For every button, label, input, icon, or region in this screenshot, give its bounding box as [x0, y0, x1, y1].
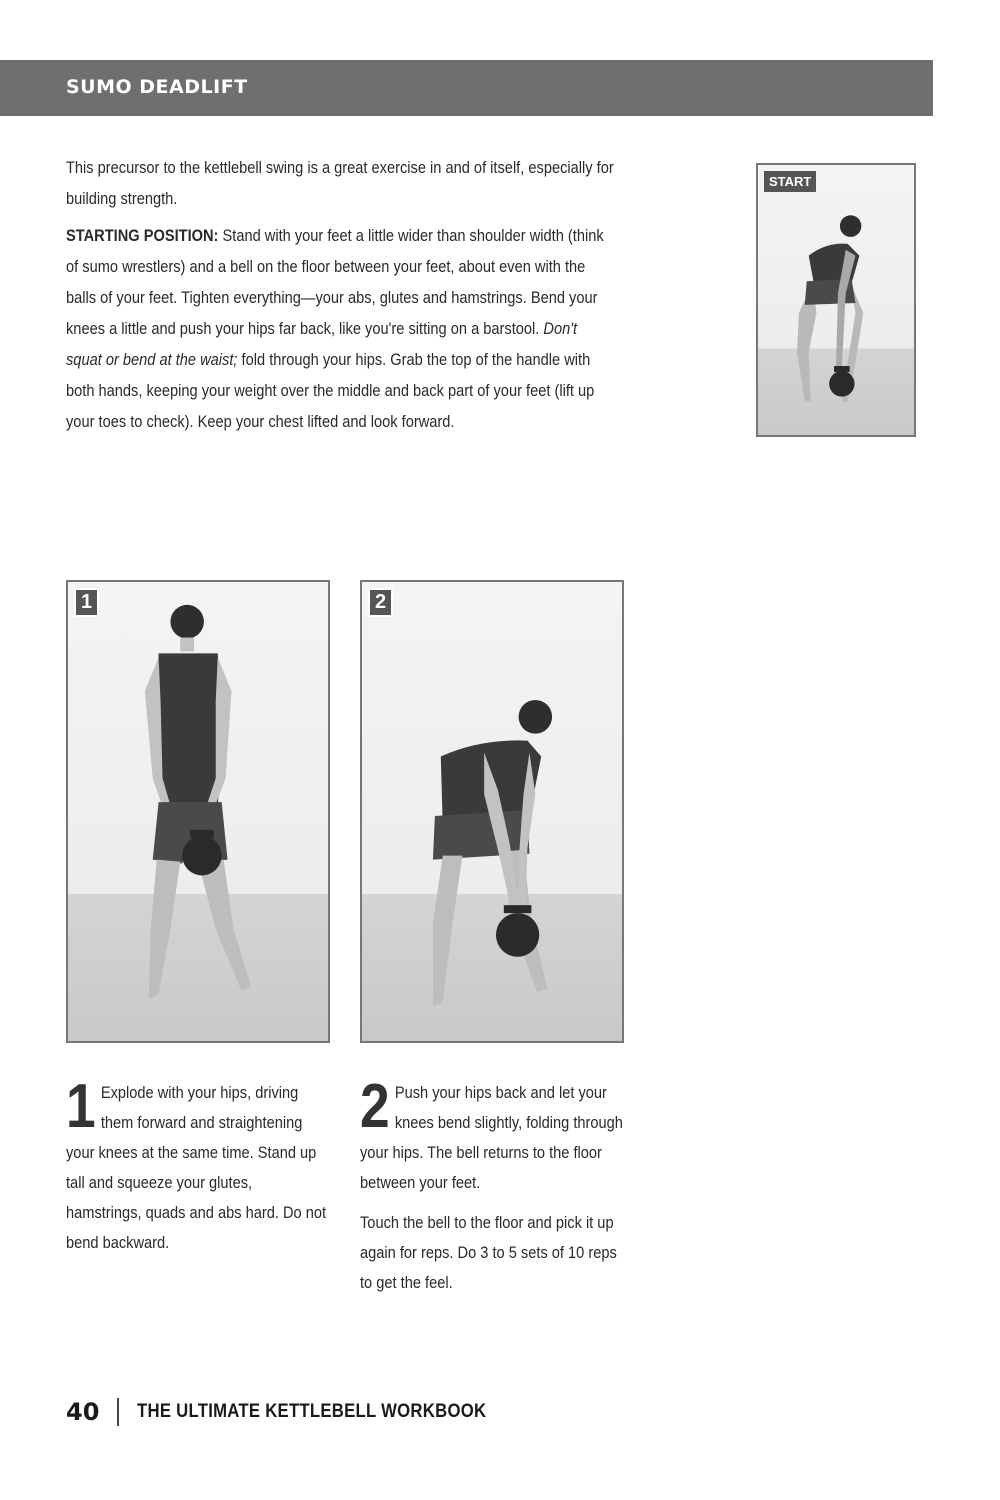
step1-instructions — [66, 1072, 331, 1268]
step2-pose-figure — [362, 582, 622, 1041]
start-pose-figure — [758, 165, 914, 435]
step2-instructions — [360, 1072, 625, 1308]
step2-photo — [360, 580, 624, 1043]
starting-position-paragraph — [66, 220, 614, 437]
step1-label: 1 — [74, 588, 99, 617]
book-title: THE ULTIMATE KETTLEBELL WORKBOOK — [137, 1401, 487, 1422]
step2-dropcap: 2 — [360, 1072, 390, 1141]
start-label: START — [764, 171, 816, 192]
step1-text: Explode with your hips, driving them forward and straightening your knees at the same time. Stand up tall and squeeze your glutes, hamstrings, quads and abs hard. Do not bend backward. — [66, 1083, 327, 1252]
starting-position-label: STARTING POSITION: — [66, 226, 219, 245]
start-photo — [756, 163, 916, 437]
section-header-bar — [0, 60, 933, 116]
step2-text: Push your hips back and let your knees bend slightly, folding through your hips. The bell returns to the floor between your feet. — [360, 1083, 623, 1192]
starting-position-text-a: Stand with your feet a little wider than shoulder width (think of sumo wrestlers) and a bell on the floor between your feet, about even with the balls of your feet. Tighten everything—your abs, glutes and hamstrings. Bend your knees a little and push your hips far back, like you're sitting on a barstool. — [66, 226, 604, 338]
intro-text — [66, 152, 614, 443]
step1-photo — [66, 580, 330, 1043]
step2-note: Touch the bell to the floor and pick it up again for reps. Do 3 to 5 sets of 10 reps to get the feel. — [360, 1213, 617, 1292]
starting-position-text-b: fold through your hips. Grab the top of the handle with both hands, keeping your weight over the middle and back part of your feet (lift up your toes to check). Keep your chest lifted and look forward. — [66, 350, 595, 431]
page-footer — [66, 1398, 534, 1426]
page-number: 40 — [66, 1398, 100, 1426]
intro-paragraph: This precursor to the kettlebell swing is a great exercise in and of itself, especially for building strength. — [66, 158, 614, 208]
step1-pose-figure — [68, 582, 328, 1041]
section-title: SUMO DEADLIFT — [66, 76, 248, 98]
footer-divider — [117, 1398, 119, 1426]
step1-dropcap: 1 — [66, 1072, 96, 1141]
starting-position-emphasis: Don't squat or bend at the waist; — [66, 319, 578, 369]
step2-label: 2 — [368, 588, 393, 617]
